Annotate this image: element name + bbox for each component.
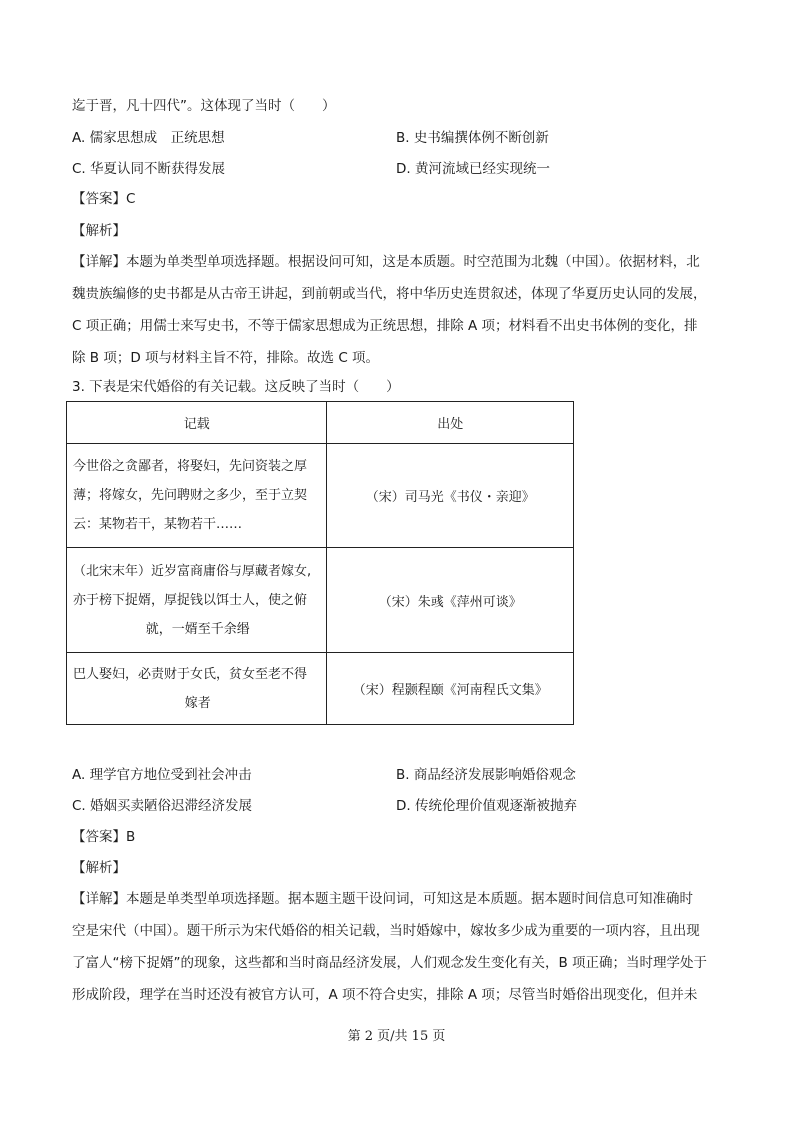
q3-answer: 【答案】B <box>72 829 136 845</box>
record-cell <box>67 653 327 725</box>
record-line: 亦于榜下捉婿，厚捉钱以饵士人，使之俯 <box>73 592 308 608</box>
record-cell <box>67 444 327 548</box>
q3-option-c: C. 婚姻买卖陋俗迟滞经济发展 <box>72 798 253 814</box>
q2-option-b: B. 史书编撰体例不断创新 <box>396 130 549 146</box>
record-line: 云：某物若干，某物若干…… <box>73 517 243 532</box>
record-line: 嫁者 <box>184 695 211 711</box>
q3-detail-line: 【详解】本题是单类型单项选择题。据本题主题干设问词，可知这是本质题。据本题时间信息可知准确时 <box>72 891 693 907</box>
source-cell: （宋）朱彧《萍州可谈》 <box>327 548 574 653</box>
q3-option-b: B. 商品经济发展影响婚俗观念 <box>396 767 576 783</box>
q3-option-d: D. 传统伦理价值观逐渐被抛弃 <box>396 798 577 814</box>
record-line: （北宋末年）近岁富商庸俗与厚藏者嫁女, <box>73 563 312 579</box>
q3-option-a: A. 理学官方地位受到社会冲击 <box>72 767 252 783</box>
q2-detail <box>72 246 724 374</box>
q2-detail-line: 【详解】本题为单类型单项选择题。根据设问可知，这是本质题。时空范围为北魏（中国）。依据材料，北 <box>72 254 700 270</box>
header-source: 出处 <box>327 402 574 444</box>
record-line: 巴人娶妇，必责财于女氏，贫女至老不得 <box>73 666 308 682</box>
q3-detail-line: 形成阶段，理学在当时还没有被官方认可，A 项不符合史实，排除 A 项；尽管当时婚俗出现变化，但并未 <box>72 987 698 1003</box>
table-header-row <box>67 402 574 444</box>
q3-detail-line: 了富人“榜下捉婿”的现象，这些都和当时商品经济发展，人们观念发生变化有关，B 项正确；当时理学处于 <box>72 955 708 971</box>
page-footer: 第 2 页/共 15 页 <box>347 1029 446 1044</box>
q2-option-a: A. 儒家思想成 正统思想 <box>72 130 225 146</box>
q2-option-c: C. 华夏认同不断获得发展 <box>72 161 226 177</box>
record-cell <box>67 548 327 653</box>
q3-detail-line: 空是宋代（中国）。题干所示为宋代婚俗的相关记载，当时婚嫁中，嫁妆多少成为重要的一项内容，且出现 <box>72 923 700 939</box>
q2-option-d: D. 黄河流域已经实现统一 <box>396 161 550 177</box>
table-row <box>67 548 574 653</box>
q2-analysis-label: 【解析】 <box>72 223 126 239</box>
record-line: 今世俗之贪鄙者，将娶妇，先问资装之厚 <box>73 459 308 474</box>
table-row <box>67 653 574 725</box>
q3-stem: 3. 下表是宋代婚俗的有关记载。这反映了当时（ ） <box>72 379 400 395</box>
q3-analysis-label: 【解析】 <box>72 860 126 876</box>
q2-detail-line: C 项正确；用儒士来写史书，不等于儒家思想成为正统思想，排除 A 项；材料看不出史书体例的变化，排 <box>72 318 698 334</box>
q2-stem-tail: 迄于晋，凡十四代”。这体现了当时（ ） <box>72 98 336 114</box>
source-cell: （宋）司马光《书仪・亲迎》 <box>327 444 574 548</box>
source-cell: （宋）程颢程颐《河南程氏文集》 <box>327 653 574 725</box>
q2-detail-line: 魏贵族编修的史书都是从古帝王讲起，到前朝或当代，将中华历史连贯叙述，体现了华夏历史认同的发展， <box>72 286 707 302</box>
record-line: 就，一婿至千余缗 <box>145 621 250 637</box>
record-line: 薄；将嫁女，先问聘财之多少，至于立契 <box>73 488 308 503</box>
q3-detail <box>72 883 724 1011</box>
table-row <box>67 444 574 548</box>
header-record: 记载 <box>67 402 327 444</box>
q2-answer: 【答案】C <box>72 191 136 207</box>
q2-detail-line: 除 B 项；D 项与材料主旨不符，排除。故选 C 项。 <box>72 350 380 366</box>
q3-record-table <box>66 401 574 725</box>
